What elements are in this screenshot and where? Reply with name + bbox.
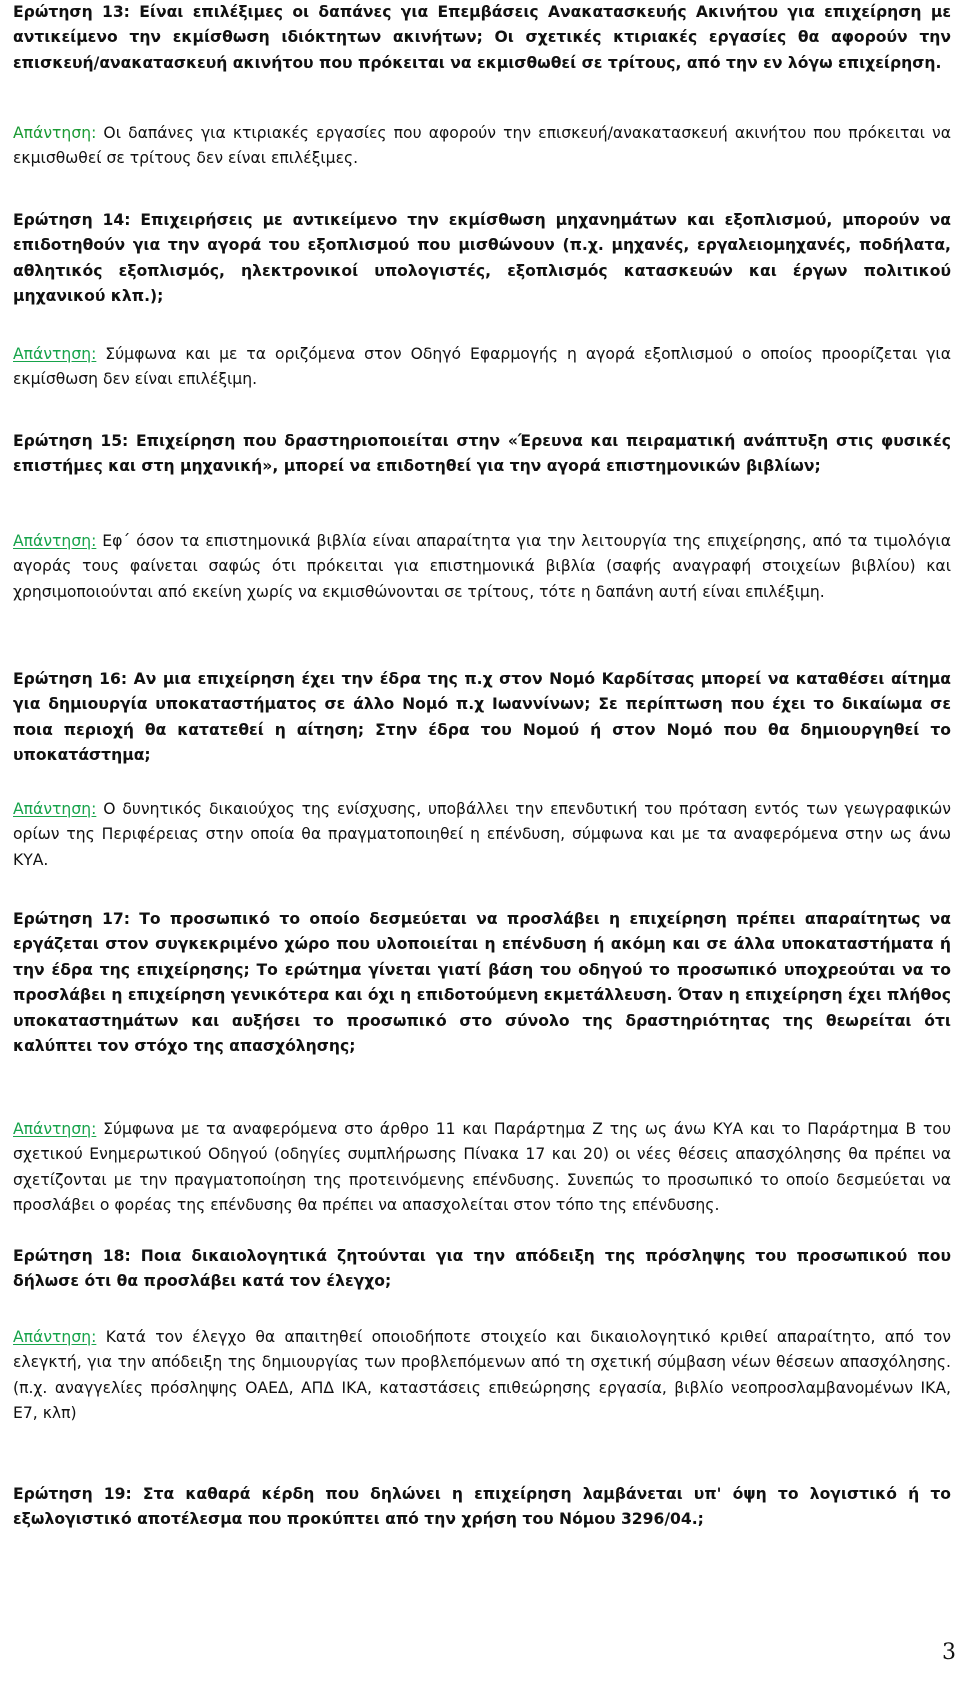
- answer-label: Απάντηση:: [13, 124, 97, 142]
- answer-label: Απάντηση:: [13, 345, 97, 363]
- page-number: 3: [942, 1640, 956, 1665]
- question-14: Ερώτηση 14: Επιχειρήσεις με αντικείμενο την εκμίσθωση μηχανημάτων και εξοπλισμού, μπορούν να επιδοτηθούν για την αγορά του εξοπλισμού που μισθώνουν (π.χ. μηχανές, εργαλειομηχανές, ποδήλατα, αθλητικός εξοπλισμός, ηλεκτρονικοί υπολογιστές, εξοπλισμός κατασκευών και έργων πολιτικού μηχανικού κλπ.);: [13, 211, 951, 306]
- answer-text: Σύμφωνα με τα αναφερόμενα στο άρθρο 11 και Παράρτημα Ζ της ως άνω ΚΥΑ και το Παράρτημα Β του σχετικού Ενημερωτικού Οδηγού (οδηγίες συμπλήρωσης Πίνακα 17 και 20) οι νέες θέσεις απασχόλησης θα πρέπει να σχετίζονται με την πραγματοποίηση της προτεινόμενης επένδυσης. Συνεπώς το προσωπικό το οποίο δεσμεύεται να προσλάβει ο φορέας της επένδυσης θα πρέπει να απασχολείται στον τόπο της επένδυσης.: [13, 1120, 951, 1215]
- answer-15: [13, 529, 951, 605]
- answer-text: Σύμφωνα και με τα οριζόμενα στον Οδηγό Εφαρμογής η αγορά εξοπλισμού ο οποίος προορίζεται για εκμίσθωση δεν είναι επιλέξιμη.: [13, 345, 951, 389]
- answer-label: Απάντηση:: [13, 1120, 97, 1138]
- question-17: Ερώτηση 17: Το προσωπικό το οποίο δεσμεύεται να προσλάβει η επιχείρηση πρέπει απαραίτητως να εργάζεται στον συγκεκριμένο χώρο που υλοποιείται η επένδυση ή ακόμη και σε άλλα υποκαταστήματα ή την έδρα της επιχείρησης; Το ερώτημα γίνεται γιατί βάση του οδηγού το προσωπικό υποχρεούται να το προσλάβει η επιχείρηση γενικότερα και όχι η επιδοτούμενη εκμετάλλευση. Όταν η επιχείρηση έχει πλήθος υποκαταστημάτων και αυξήσει το προσωπικό στο σύνολο της δραστηριότητας της θεωρείται ότι καλύπτει τον στόχο της απασχόλησης;: [13, 910, 951, 1056]
- answer-17: [13, 1117, 951, 1219]
- answer-label: Απάντηση:: [13, 532, 97, 550]
- answer-text: Ο δυνητικός δικαιούχος της ενίσχυσης, υποβάλλει την επενδυτική του πρόταση εντός των γεωγραφικών ορίων της Περιφέρειας στην οποία θα πραγματοποιηθεί η επένδυση, σύμφωνα και με τα αναφερόμενα στην ως άνω ΚΥΑ.: [13, 800, 951, 869]
- question-19: Ερώτηση 19: Στα καθαρά κέρδη που δηλώνει η επιχείρηση λαμβάνεται υπ' όψη το λογιστικό ή το εξωλογιστικό αποτέλεσμα που προκύπτει από την χρήση του Νόμου 3296/04.;: [13, 1485, 951, 1529]
- answer-label: Απάντηση:: [13, 800, 97, 818]
- answer-label: Απάντηση:: [13, 1328, 97, 1346]
- question-15: Ερώτηση 15: Επιχείρηση που δραστηριοποιείται στην «Έρευνα και πειραματική ανάπτυξη στις φυσικές επιστήμες και στη μηχανική», μπορεί να επιδοτηθεί για την αγορά επιστημονικών βιβλίων;: [13, 432, 951, 476]
- answer-16: [13, 797, 951, 873]
- answer-text: Κατά τον έλεγχο θα απαιτηθεί οποιοδήποτε στοιχείο και δικαιολογητικό κριθεί απαραίτητο, από τον ελεγκτή, για την απόδειξη της δημιουργίας των προβλεπόμενων από τη σχετική σύμβαση νέων θέσεων απασχόλησης.(π.χ. αναγγελίες πρόσληψης ΟΑΕΔ, ΑΠΔ ΙΚΑ, καταστάσεις επιθεώρησης εργασία, βιβλίο νεοπροσλαμβανομένων ΙΚΑ, Ε7, κλπ): [13, 1328, 951, 1423]
- answer-13: [13, 121, 951, 172]
- answer-text: Εφ΄ όσον τα επιστημονικά βιβλία είναι απαραίτητα για την λειτουργία της επιχείρησης, από τα τιμολόγια αγοράς τους φαίνεται σαφώς ότι πρόκειται για επιστημονικά βιβλία (σαφής αναγραφή στοιχείων βιβλίου) και χρησιμοποιούνται από εκείνη χωρίς να εκμισθώνονται σε τρίτους, τότε η δαπάνη αυτή είναι επιλέξιμη.: [13, 532, 951, 601]
- question-16: Ερώτηση 16: Αν μια επιχείρηση έχει την έδρα της π.χ στον Νομό Καρδίτσας μπορεί να καταθέσει αίτημα για δημιουργία υποκαταστήματος σε άλλο Νομό π.χ Ιωαννίνων; Σε περίπτωση που έχει το δικαίωμα σε ποια περιοχή θα κατατεθεί η αίτηση; Στην έδρα του Νομού ή στον Νομό που θα δημιουργηθεί το υποκατάστημα;: [13, 670, 951, 765]
- answer-18: [13, 1325, 951, 1427]
- answer-14: [13, 342, 951, 393]
- question-13: Ερώτηση 13: Είναι επιλέξιμες οι δαπάνες για Επεμβάσεις Ανακατασκευής Ακινήτου για επιχείρηση με αντικείμενο την εκμίσθωση ιδιόκτητων ακινήτων; Οι σχετικές κτιριακές εργασίες θα αφορούν την επισκευή/ανακατασκευή ακινήτου που πρόκειται να εκμισθωθεί σε τρίτους, από την εν λόγω επιχείρηση.: [13, 3, 951, 72]
- question-18: Ερώτηση 18: Ποια δικαιολογητικά ζητούνται για την απόδειξη της πρόσληψης του προσωπικού που δήλωσε ότι θα προσλάβει κατά τον έλεγχο;: [13, 1247, 951, 1291]
- answer-text: Οι δαπάνες για κτιριακές εργασίες που αφορούν την επισκευή/ανακατασκευή ακινήτου που πρόκειται να εκμισθωθεί σε τρίτους δεν είναι επιλέξιμες.: [13, 124, 951, 168]
